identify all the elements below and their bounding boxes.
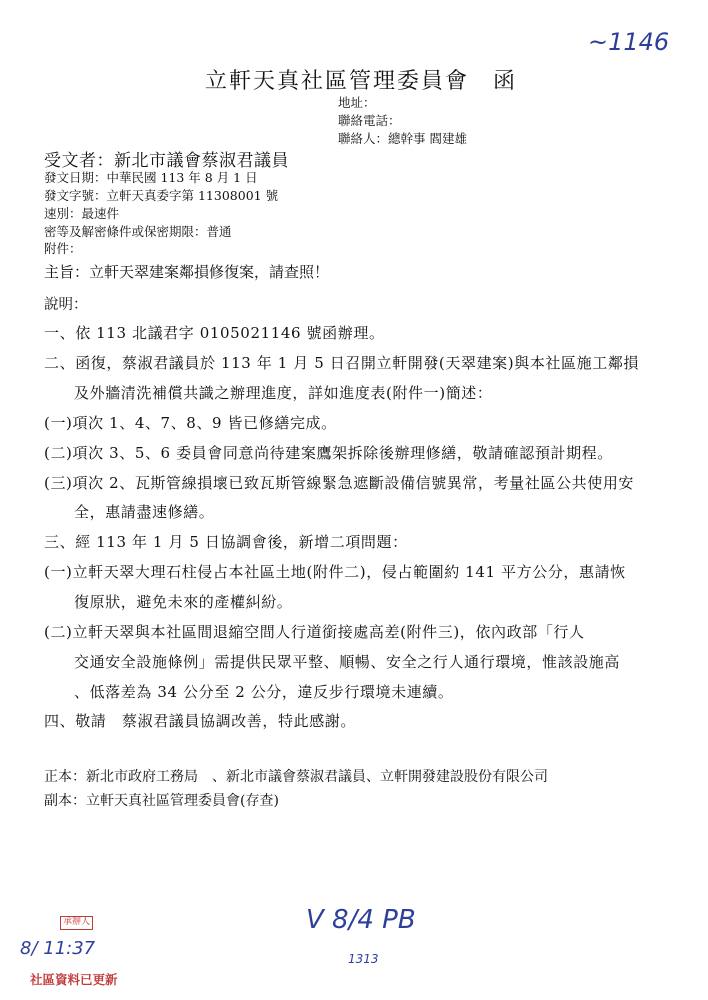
handwritten-note: 1313 bbox=[348, 952, 379, 966]
body-line: (二)項次 3、5、6 委員會同意尚待建案鷹架拆除後辦理修繕，敬請確認預計期程。 bbox=[44, 444, 613, 462]
body-line: 四、敬請 蔡淑君議員協調改善，特此感謝。 bbox=[44, 712, 357, 730]
body-line: 一、依 113 北議君字 0105021146 號函辦理。 bbox=[44, 324, 385, 342]
handwritten-date: 8/ 11:37 bbox=[20, 938, 96, 959]
subject: 主旨：立軒天翠建案鄰損修復案，請查照！ bbox=[44, 263, 330, 281]
copy-recipients: 副本：立軒天真社區管理委員會(存查) bbox=[44, 793, 279, 809]
recipient: 受文者：新北市議會蔡淑君議員 bbox=[44, 151, 289, 171]
body-line: 全，惠請盡速修繕。 bbox=[74, 503, 215, 521]
attachments-label: 附件： bbox=[44, 241, 82, 256]
body-line: (一)項次 1、4、7、8、9 皆已修繕完成。 bbox=[44, 414, 337, 432]
body-line: (一)立軒天翠大理石柱侵占本社區土地(附件二)，侵占範圍約 141 平方公分，惠請恢 bbox=[44, 563, 626, 581]
handwritten-check: V 8/4 PB bbox=[306, 905, 416, 935]
body-line: (二)立軒天翠與本社區間退縮空間人行道銜接處高差(附件三)，依內政部「行人 bbox=[44, 623, 585, 641]
main-recipients: 正本：新北市政府工務局 、新北市議會蔡淑君議員、立軒開發建設股份有限公司 bbox=[44, 769, 548, 785]
letter-title: 立軒天真社區管理委員會 函 bbox=[205, 69, 518, 94]
explanation-label: 說明： bbox=[44, 297, 88, 313]
body-line: 、低落差為 34 公分至 2 公分，違反步行環境未連續。 bbox=[74, 683, 454, 701]
body-line: (三)項次 2、瓦斯管線損壞已致瓦斯管線緊急遮斷設備信號異常，考量社區公共使用安 bbox=[44, 474, 635, 492]
address-label: 地址： bbox=[338, 95, 376, 110]
body-line: 及外牆清洗補償共識之辦理進度，詳如進度表(附件一)簡述： bbox=[74, 384, 493, 402]
updated-note: 社區資料已更新 bbox=[30, 972, 118, 987]
document-number: 發文字號：立軒天真委字第 11308001 號 bbox=[44, 188, 279, 203]
body-line: 三、經 113 年 1 月 5 日協調會後，新增二項問題： bbox=[44, 533, 408, 551]
approval-seal: 承辦人 bbox=[60, 916, 93, 930]
delivery-speed: 速別：最速件 bbox=[44, 206, 120, 221]
contact-person: 聯絡人：總幹事 閻建雄 bbox=[338, 131, 467, 146]
phone-label: 聯絡電話： bbox=[338, 113, 401, 128]
secrecy-level: 密等及解密條件或保密期限：普通 bbox=[44, 224, 232, 239]
issue-date: 發文日期：中華民國 113 年 8 月 1 日 bbox=[44, 170, 258, 185]
body-line: 交通安全設施條例」需提供民眾平整、順暢、安全之行人通行環境，惟該設施高 bbox=[74, 653, 621, 671]
body-line: 二、函復，蔡淑君議員於 113 年 1 月 5 日召開立軒開發(天翠建案)與本社區施工鄰損 bbox=[44, 354, 640, 372]
body-line: 復原狀，避免未來的產權糾紛。 bbox=[74, 593, 293, 611]
handwritten-number: ~1146 bbox=[588, 28, 670, 56]
